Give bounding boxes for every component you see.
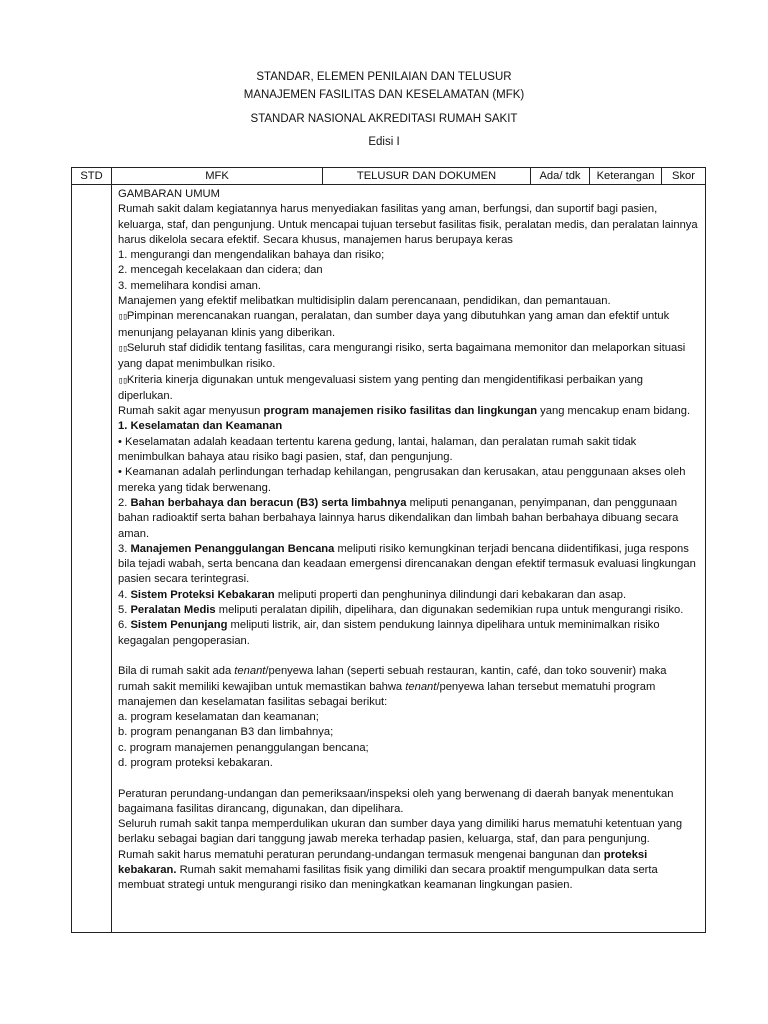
regulation-paragraph-1: Peraturan perundang-undangan dan pemeriksaan/inspeksi oleh yang berwenang di daerah banyak menentukan bagaimana fasilitas dirancang, digunakan, dan dipelihara. — [118, 787, 674, 815]
list-item: d. program proteksi kebakaran. — [118, 756, 273, 769]
missing-glyph-icon: ▯▯ — [118, 375, 127, 386]
list-item: ▯▯Seluruh staf dididik tentang fasilitas, cara mengurangi risiko, serta bagaimana memonitor dan melaporkan situasi yang dapat menimbulkan risiko. — [118, 341, 686, 371]
overview-cell — [112, 185, 706, 933]
overview-intro: Rumah sakit dalam kegiatannya harus menyediakan fasilitas yang aman, berfungsi, dan suportif bagi pasien, keluarga, staf, dan pengunjung. Untuk mencapai tujuan tersebut fasilitas fisik, peralatan medis, dan peralatan lainnya harus dikelola secara efektif. Secara khusus, manajemen harus berupaya keras — [118, 203, 698, 246]
tenant-paragraph: Bila di rumah sakit ada tenant/penyewa lahan (seperti sebuah restauran, kantin, café, dan toko souvenir) maka rumah sakit memiliki kewajiban untuk memastikan bahwa tenant/penyewa lahan tersebut mematuhi program manajemen dan keselamatan fasilitas sebagai berikut: — [118, 665, 667, 708]
overview-heading: GAMBARAN UMUM — [118, 188, 220, 200]
doc-edition: Edisi I — [368, 136, 400, 148]
list-item: 2. mencegah kecelakaan dan cidera; dan — [118, 264, 323, 277]
missing-glyph-icon: ▯▯ — [118, 343, 127, 354]
paragraph-gap — [118, 649, 699, 664]
list-item: ▯▯Pimpinan merencanakan ruangan, peralatan, dan sumber daya yang dibutuhkan yang aman dan efektif untuk menunjang pelayanan klinis yang diberikan. — [118, 310, 670, 339]
col-std: STD — [72, 168, 112, 185]
col-ada: Ada/ tdk — [531, 168, 590, 185]
section-3: 3. Manajemen Penanggulangan Bencana meliputi risiko kemungkinan terjadi bencana diidentifikasi, juga respons bila tejadi wabah, serta bencana dan keadaan emergensi direncanakan dengan efektif termasuk evaluasi lingkungan pasien secara terintegrasi. — [118, 542, 696, 586]
table-header-row — [72, 168, 706, 185]
doc-title-2: MANAJEMEN FASILITAS DAN KESELAMATAN (MFK) — [243, 89, 525, 101]
list-item: • Keamanan adalah perlindungan terhadap kehilangan, pengrusakan dan kerusakan, atau penggunaan akses oleh mereka yang tidak berwenang. — [118, 466, 686, 494]
section-1-title: 1. Keselamatan dan Keamanan — [118, 420, 283, 433]
missing-glyph-icon: ▯▯ — [118, 312, 127, 323]
doc-title-1: STANDAR, ELEMEN PENILAIAN DAN TELUSUR — [256, 71, 512, 83]
list-item: ▯▯Kriteria kinerja digunakan untuk mengevaluasi sistem yang penting dan mengidentifikasi perbaikan yang diperlukan. — [118, 373, 644, 402]
regulation-paragraph-3: Rumah sakit harus mematuhi peraturan perundang-undangan termasuk mengenai bangunan dan proteksi kebakaran. Rumah sakit memahami fasilitas fisik yang dimiliki dan secara proaktif mengumpulkan data serta membuat strategi untuk mengurangi risiko dan meningkatkan keamanan lingkungan pasien. — [118, 848, 658, 892]
table-row — [72, 185, 706, 933]
col-skor: Skor — [662, 168, 706, 185]
program-paragraph: Rumah sakit agar menyusun program manajemen risiko fasilitas dan lingkungan yang mencakup enam bidang. — [118, 405, 691, 418]
list-item: 1. mengurangi dan mengendalikan bahaya dan risiko; — [118, 249, 385, 262]
section-6: 6. Sistem Penunjang meliputi listrik, air, dan sistem pendukung lainnya dipelihara untuk meminimalkan risiko kegagalan pengoperasian. — [118, 619, 660, 647]
std-cell — [72, 185, 112, 933]
list-item: • Keselamatan adalah keadaan tertentu karena gedung, lantai, halaman, dan peralatan rumah sakit tidak menimbulkan bahaya atau risiko bagi pasien, staf, dan pengunjung. — [118, 435, 637, 464]
paragraph-gap — [118, 771, 699, 786]
col-keterangan: Keterangan — [590, 168, 662, 185]
section-2: 2. Bahan berbahaya dan beracun (B3) serta limbahnya meliputi penanganan, penyimpanan, dan penggunaan bahan radioaktif serta bahan berbahaya lainnya harus dikendalikan dan limbah bahan berbahaya dibuang secara aman. — [118, 496, 679, 540]
list-item: 3. memelihara kondisi aman. — [118, 279, 262, 292]
list-item: a. program keselamatan dan keamanan; — [118, 711, 319, 724]
doc-title-3: STANDAR NASIONAL AKREDITASI RUMAH SAKIT — [250, 113, 518, 125]
multidisciplinary-text: Manajemen yang efektif melibatkan multidisiplin dalam perencanaan, pendidikan, dan pemantauan. — [118, 295, 611, 308]
list-item: c. program manajemen penanggulangan bencana; — [118, 741, 369, 754]
standards-table — [71, 167, 706, 933]
col-mfk: MFK — [112, 168, 323, 185]
regulation-paragraph-2: Seluruh rumah sakit tanpa memperdulikan ukuran dan sumber daya yang dimiliki harus mematuhi ketentuan yang berlaku sebagai bagian dari tanggung jawab mereka terhadap pasien, keluarga, staf, dan para pengunjung. — [118, 818, 683, 846]
section-5: 5. Peralatan Medis meliputi peralatan dipilih, dipelihara, dan digunakan sedemikian rupa untuk mengurangi risiko. — [118, 604, 684, 617]
list-item: b. program penanganan B3 dan limbahnya; — [118, 726, 334, 739]
col-telusur: TELUSUR DAN DOKUMEN — [323, 168, 531, 185]
section-4: 4. Sistem Proteksi Kebakaran meliputi properti dan penghuninya dilindungi dari kebakaran dan asap. — [118, 588, 627, 601]
